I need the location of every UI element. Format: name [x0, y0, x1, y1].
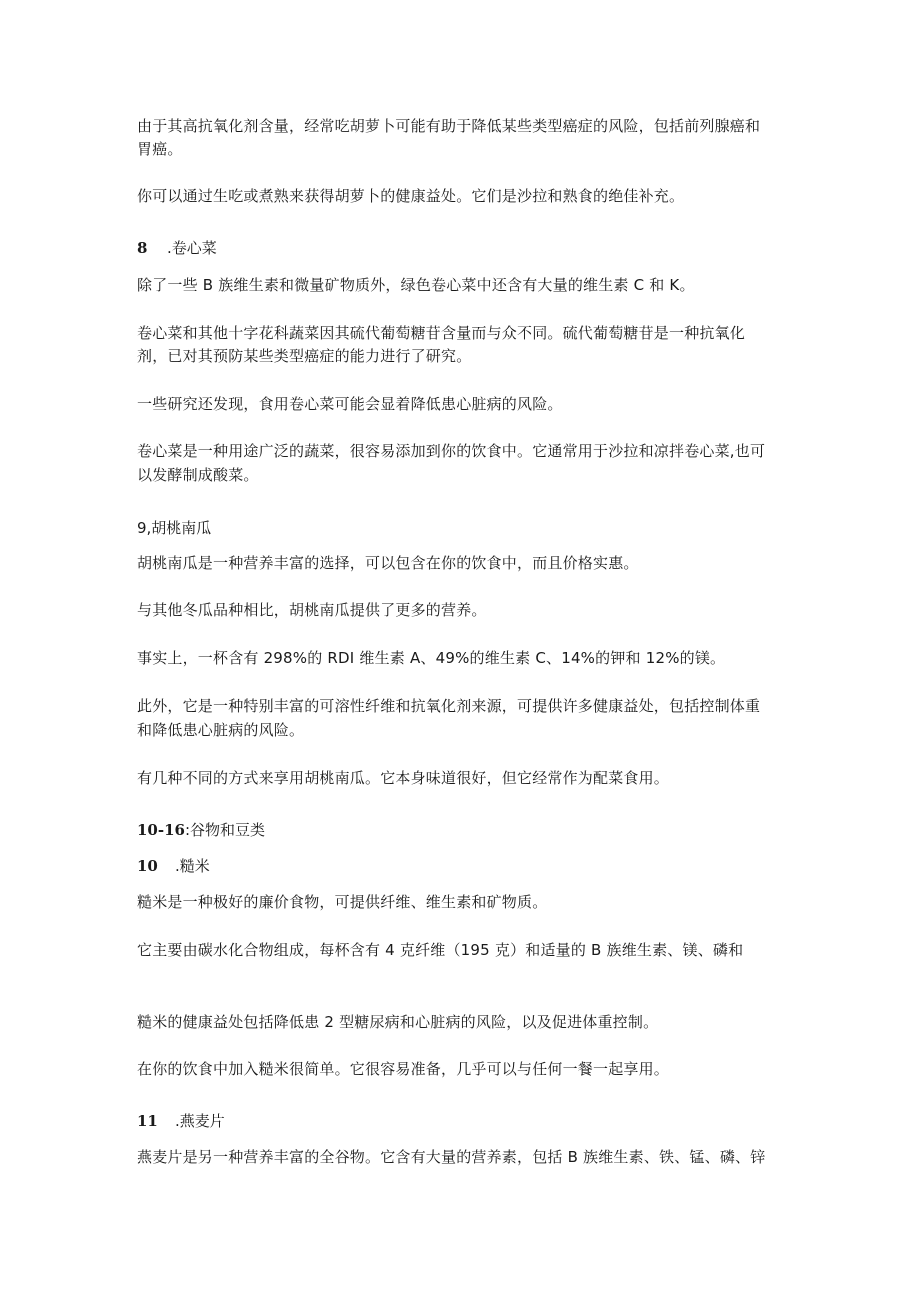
heading-title: .糙米	[175, 857, 210, 875]
paragraph-line: 以发酵制成酸菜。	[137, 466, 259, 484]
paragraph-line: 在你的饮食中加入糙米很简单。它很容易准备，几乎可以与任何一餐一起享用。	[137, 1060, 670, 1078]
paragraph-line: 除了一些 B 族维生素和微量矿物质外，绿色卷心菜中还含有大量的维生素 C 和 K。	[137, 276, 695, 294]
paragraph-line: 燕麦片是另一种营养丰富的全谷物。它含有大量的营养素，包括 B 族维生素、铁、锰、磷、锌	[137, 1148, 766, 1166]
heading-number: 10-16	[137, 821, 185, 839]
heading-title: .卷心菜	[167, 239, 217, 257]
section-heading-grains	[137, 820, 265, 840]
heading-title: 9,胡桃南瓜	[137, 519, 212, 537]
paragraph-line: 你可以通过生吃或煮熟来获得胡萝卜的健康益处。它们是沙拉和熟食的绝佳补充。	[137, 187, 685, 205]
paragraph-line: 一些研究还发现，食用卷心菜可能会显着降低患心脏病的风险。	[137, 395, 563, 413]
paragraph-line: 糙米的健康益处包括降低患 2 型糖尿病和心脏病的风险，以及促进体重控制。	[137, 1013, 659, 1031]
paragraph-line: 卷心菜和其他十字花科蔬菜因其硫代葡萄糖苷含量而与众不同。硫代葡萄糖苷是一种抗氧化	[137, 324, 746, 342]
paragraph-line: 此外，它是一种特别丰富的可溶性纤维和抗氧化剂来源，可提供许多健康益处，包括控制体重	[137, 697, 761, 715]
paragraph-line: 它主要由碳水化合物组成，每杯含有 4 克纤维（195 克）和适量的 B 族维生素、镁、磷和	[137, 941, 744, 959]
heading-number: 8	[137, 239, 148, 257]
paragraph-line: 剂，已对其预防某些类型癌症的能力进行了研究。	[137, 347, 472, 365]
heading-title: .燕麦片	[175, 1112, 225, 1130]
paragraph-line: 卷心菜是一种用途广泛的蔬菜，很容易添加到你的饮食中。它通常用于沙拉和凉拌卷心菜,也可	[137, 442, 766, 460]
paragraph-line: 糙米是一种极好的廉价食物，可提供纤维、维生素和矿物质。	[137, 893, 548, 911]
heading-number: 11	[137, 1112, 158, 1130]
paragraph-line: 有几种不同的方式来享用胡桃南瓜。它本身味道很好，但它经常作为配菜食用。	[137, 769, 670, 787]
section-heading-oats	[137, 1111, 225, 1131]
paragraph-line: 胡桃南瓜是一种营养丰富的选择，可以包含在你的饮食中，而且价格实惠。	[137, 554, 639, 572]
paragraph-line: 与其他冬瓜品种相比，胡桃南瓜提供了更多的营养。	[137, 601, 487, 619]
section-heading-squash	[137, 518, 211, 538]
paragraph-line: 事实上，一杯含有 298%的 RDI 维生素 A、49%的维生素 C、14%的钾和 12%的镁。	[137, 649, 726, 667]
paragraph-line: 由于其高抗氧化剂含量，经常吃胡萝卜可能有助于降低某些类型癌症的风险，包括前列腺癌和	[137, 117, 761, 135]
paragraph-line: 和降低患心脏病的风险。	[137, 721, 305, 739]
section-heading-cabbage	[137, 238, 217, 258]
heading-number: 10	[137, 857, 158, 875]
section-heading-rice	[137, 856, 210, 876]
heading-title: :谷物和豆类	[184, 821, 266, 839]
paragraph-line: 胃癌。	[137, 140, 183, 158]
